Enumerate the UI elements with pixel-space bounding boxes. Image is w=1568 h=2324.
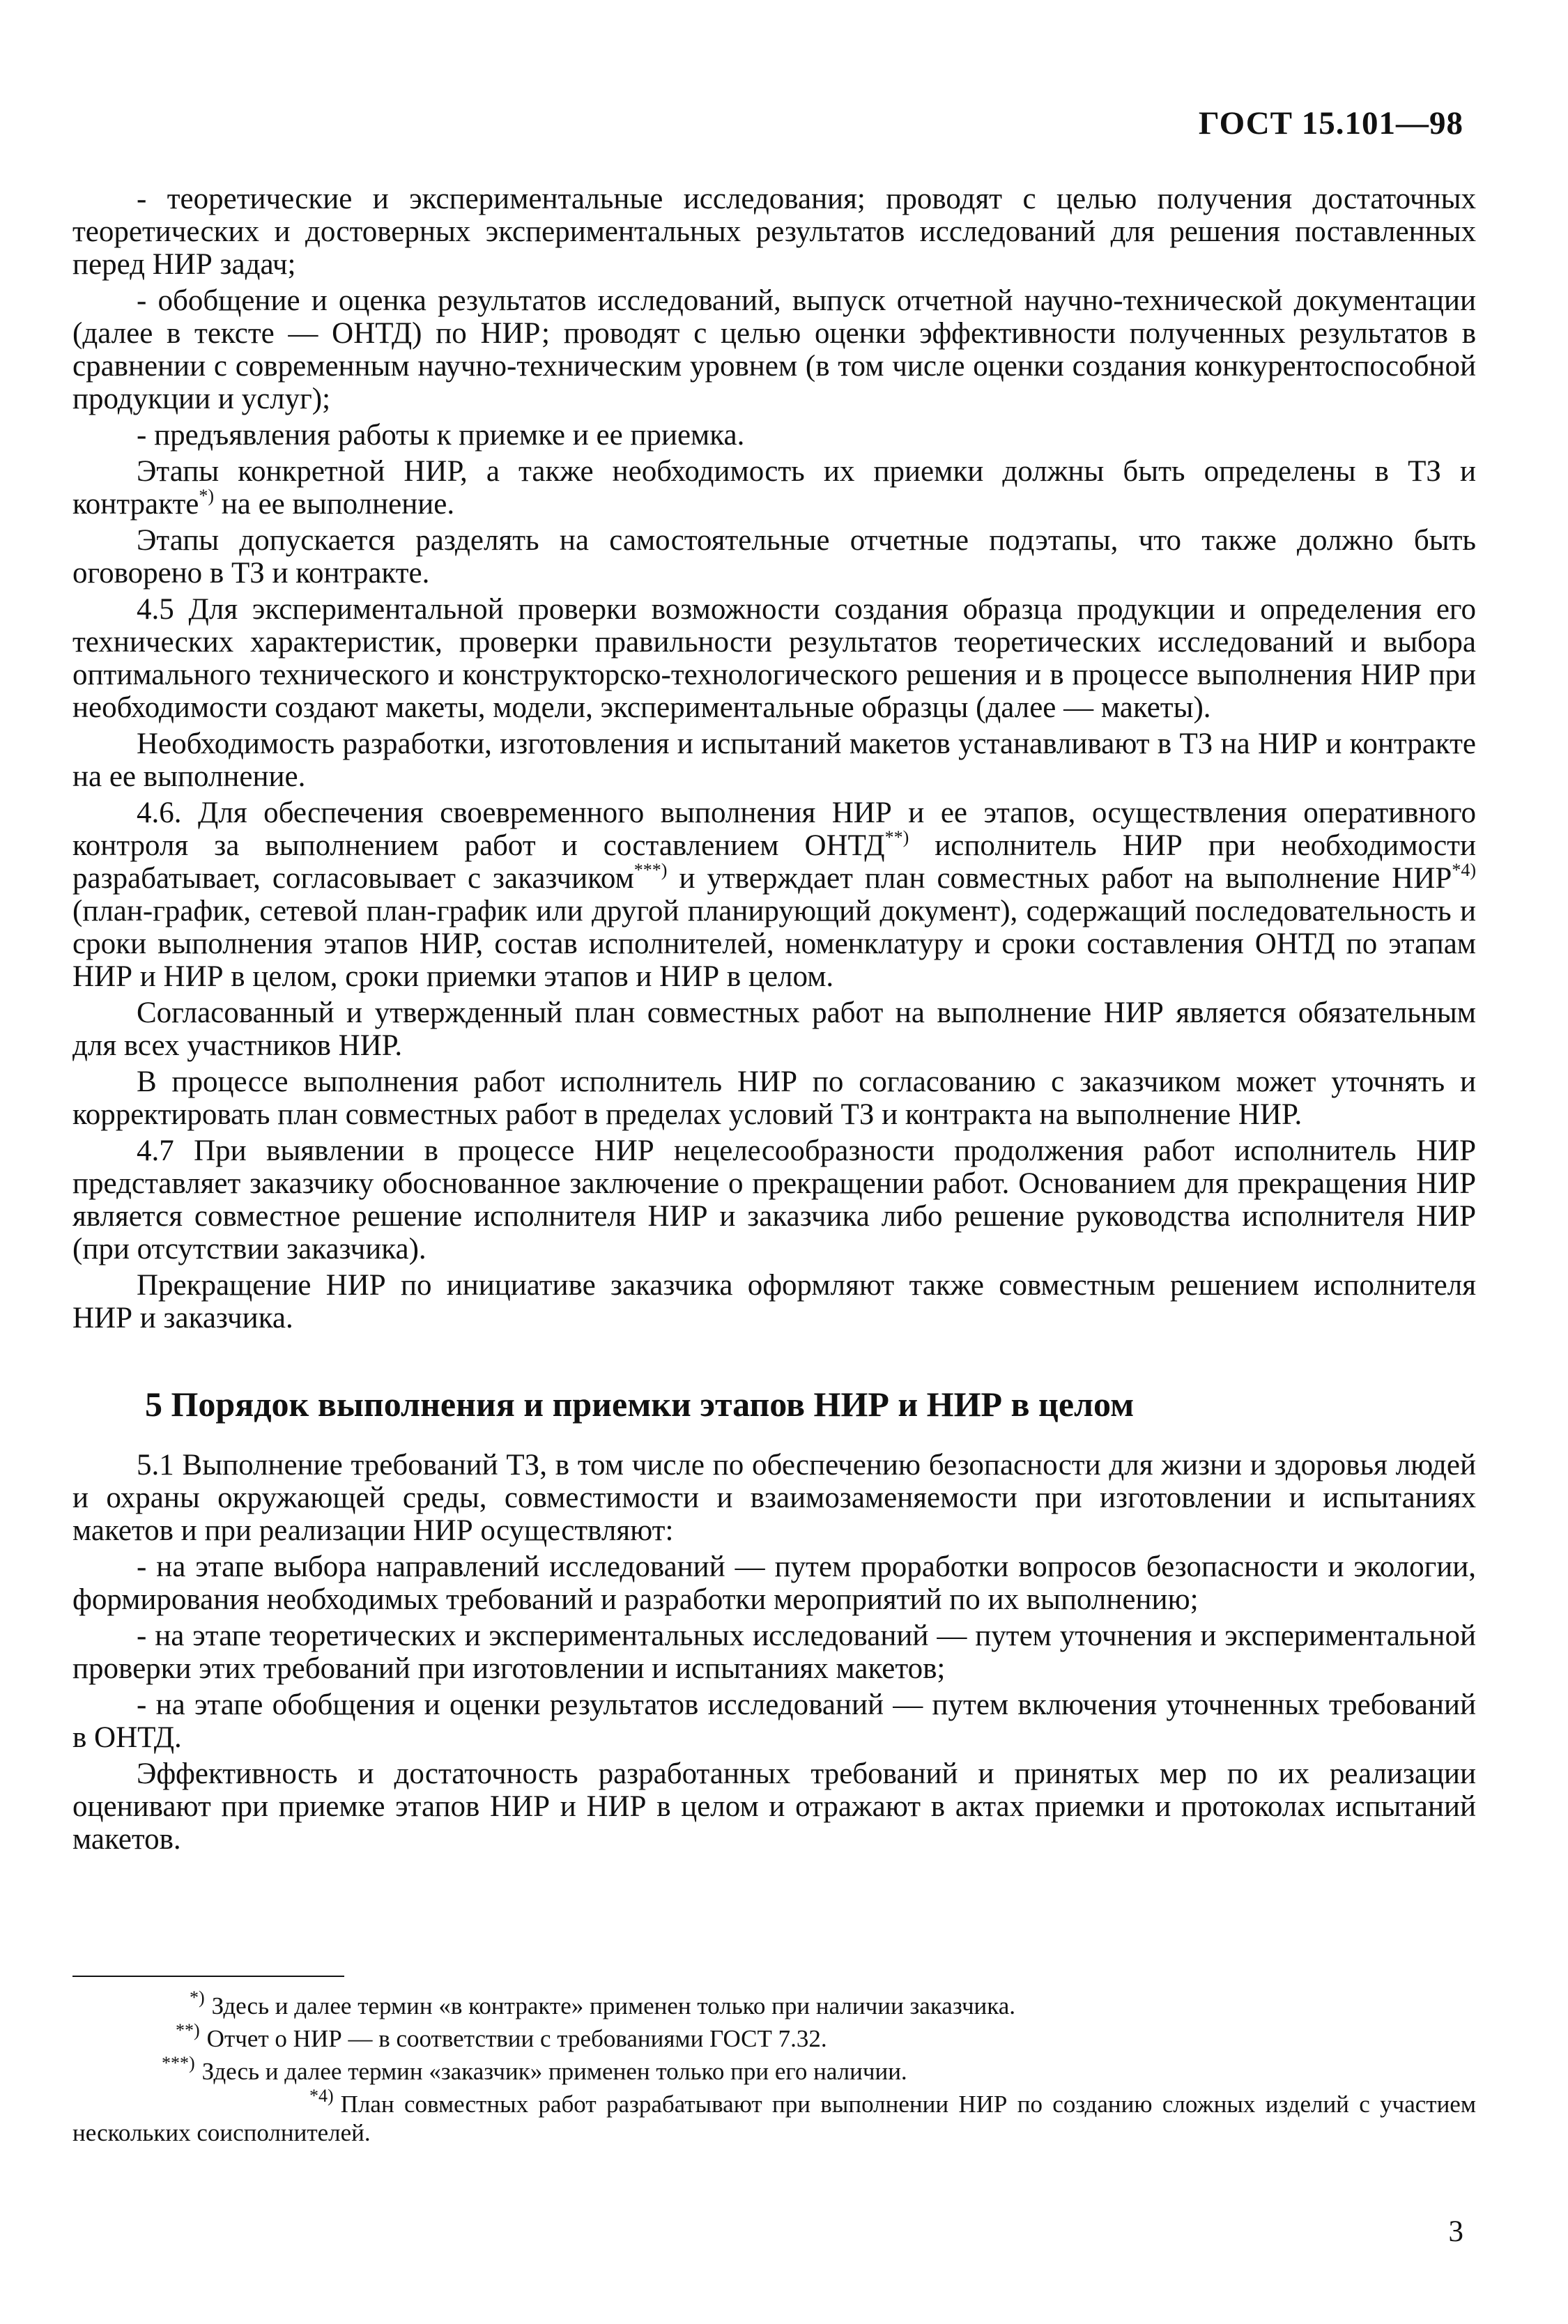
paragraph — [72, 797, 1476, 993]
section-heading: 5 Порядок выполнения и приемки этапов НИР и НИР в целом — [145, 1385, 1135, 1424]
paragraph: Необходимость разработки, изготовления и испытаний макетов устанавливают в ТЗ на НИР и контракте на ее выполнение. — [72, 728, 1476, 793]
paragraph: - на этапе выбора направлений исследований — путем проработки вопросов безопасности и экологии, формирования необходимых требований и разработки мероприятий по их выполнению; — [72, 1550, 1476, 1616]
text-run: Этапы конкретной НИР, а также необходимость их приемки должны быть определены в ТЗ и контракте — [72, 455, 1476, 521]
page-number: 3 — [1448, 2215, 1463, 2248]
body-text — [72, 183, 1476, 1859]
footnote-text: План совместных работ разрабатывают при выполнении НИР по созданию сложных изделий с участием нескольких соисполнителей. — [72, 2091, 1476, 2146]
paragraph: 5.1 Выполнение требований ТЗ, в том числе по обеспечению безопасности для жизни и здоровья людей и охраны окружающей среды, совместимости и взаимозаменяемости при изготовлении и испытаниях макетов и при реализации НИР осуществляют: — [72, 1449, 1476, 1547]
footnote-text: Здесь и далее термин «заказчик» применен только при его наличии. — [201, 2058, 907, 2085]
paragraph: Эффективность и достаточность разработанных требований и принятых мер по их реализации оценивают при приемке этапов НИР и НИР в целом и отражают в актах приемки и протоколах испытаний макетов. — [72, 1757, 1476, 1856]
paragraph: 4.7 При выявлении в процессе НИР нецелесообразности продолжения работ исполнитель НИР представляет заказчику обоснованное заключение о прекращении работ. Основанием для прекращения НИР является совместное решение исполнителя НИР и заказчика либо решение руководства исполнителя НИР (при отсутствии заказчика). — [72, 1134, 1476, 1265]
text-run: исполнитель НИР при необходимости разрабатывает, согласовывает с заказчиком — [72, 829, 1476, 895]
paragraph: Согласованный и утвержденный план совместных работ на выполнение НИР является обязательным для всех участников НИР. — [72, 996, 1476, 1062]
paragraph: - теоретические и экспериментальные исследования; проводят с целью получения достаточных теоретических и достоверных экспериментальных результатов исследований для решения поставленных перед НИР задач; — [72, 183, 1476, 281]
paragraph: - обобщение и оценка результатов исследований, выпуск отчетной научно-технической документации (далее в тексте — ОНТД) по НИР; проводят с целью оценки эффективности полученных результатов в сравнении с современным научно-техническим уровнем (в том числе оценки создания конкурентоспособной продукции и услуг); — [72, 284, 1476, 415]
text-run: на ее выполнение. — [214, 488, 455, 521]
paragraph: Прекращение НИР по инициативе заказчика оформляют также совместным решением исполнителя НИР и заказчика. — [72, 1269, 1476, 1334]
footnote-divider — [72, 1976, 344, 1977]
paragraph: Этапы допускается разделять на самостоятельные отчетные подэтапы, что также должно быть оговорено в ТЗ и контракте. — [72, 524, 1476, 590]
paragraph: - на этапе теоретических и экспериментальных исследований — путем уточнения и экспериментальной проверки этих требований при изготовлении и испытаниях макетов; — [72, 1619, 1476, 1685]
paragraph: 4.5 Для экспериментальной проверки возможности создания образца продукции и определения его технических характеристик, проверки правильности результатов теоретических исследований и выбора оптимального технического и конструкторско-технологического решения и в процессе выполнения НИР при необходимости создают макеты, модели, экспериментальные образцы (далее — макеты). — [72, 593, 1476, 724]
text-run: 4.6. Для обеспечения своевременного выполнения НИР и ее этапов, осуществления оперативного контроля за выполнением работ и составлением ОНТД — [72, 797, 1476, 862]
standard-header: ГОСТ 15.101—98 — [1198, 105, 1463, 141]
footnote-ref: *4) — [1452, 859, 1476, 880]
footnote: ***) Здесь и далее термин «заказчик» применен только при его наличии. — [162, 2053, 907, 2085]
footnote: $^{*4)}$ План совместных работ разрабатывают при выполнении НИР по созданию сложных изделий с участием нескольких соисполнителей. — [72, 2086, 1476, 2146]
footnote-text: Отчет о НИР — в соответствии с требованиями ГОСТ 7.32. — [206, 2025, 827, 2052]
text-run: и утверждает план совместных работ на выполнение НИР — [667, 862, 1452, 895]
text-run: (план-график, сетевой план-график или другой планирующий документ), содержащий последовательность и сроки выполнения этапов НИР, состав исполнителей, номенклатуру и сроки составления ОНТД по этапам НИР и НИР в целом, сроки приемки этапов и НИР в целом. — [72, 895, 1476, 993]
footnote-ref: **) — [884, 826, 909, 847]
footnote-ref: ***) — [633, 859, 668, 880]
paragraph: - предъявления работы к приемке и ее приемка. — [137, 419, 745, 452]
footnotes — [72, 1987, 1476, 2151]
footnote-text: Здесь и далее термин «в контракте» применен только при наличии заказчика. — [211, 1992, 1016, 2019]
footnote: **) Отчет о НИР — в соответствии с требованиями ГОСТ 7.32. — [176, 2020, 827, 2052]
paragraph: В процессе выполнения работ исполнитель НИР по согласованию с заказчиком может уточнять и корректировать план совместных работ в пределах условий ТЗ и контракта на выполнение НИР. — [72, 1065, 1476, 1131]
footnote-ref: *) — [199, 485, 214, 506]
footnote: *) Здесь и далее термин «в контракте» применен только при наличии заказчика. — [190, 1987, 1016, 2019]
paragraph — [72, 455, 1476, 521]
paragraph: - на этапе обобщения и оценки результатов исследований — путем включения уточненных требований в ОНТД. — [72, 1688, 1476, 1754]
